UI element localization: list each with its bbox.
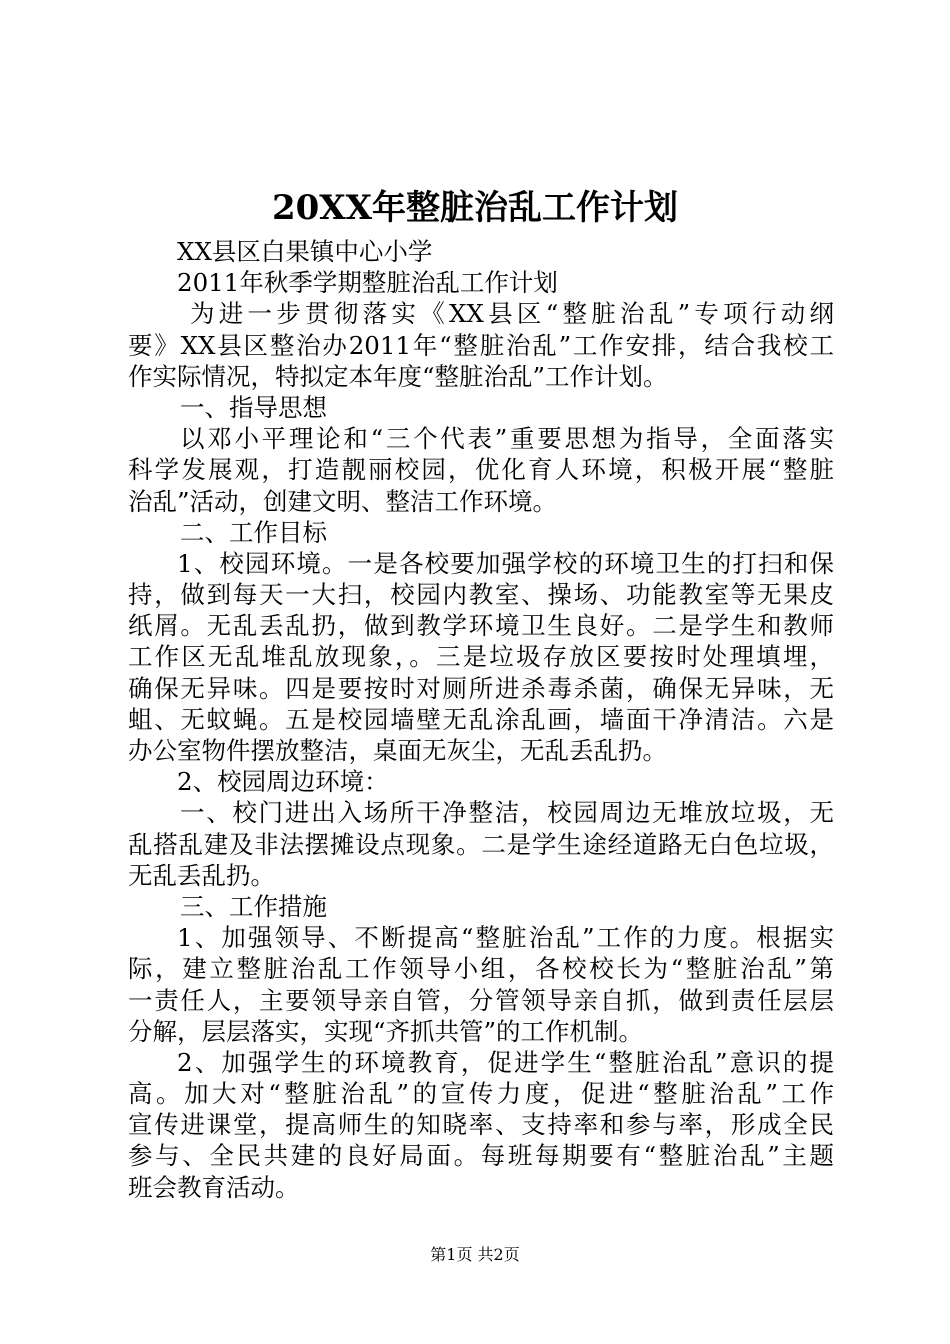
- paragraph-line: 无乱丢乱扔。: [128, 860, 275, 890]
- section-heading: 三、工作措施: [180, 891, 327, 921]
- paragraph-line: 科学发展观，打造靓丽校园，优化育人环境，积极开展“整脏: [128, 455, 834, 485]
- paragraph-line: 蛆、无蚊蝇。五是校园墙壁无乱涂乱画，墙面干净清洁。六是: [128, 704, 834, 734]
- paragraph-line: 作实际情况，特拟定本年度“整脏治乱”工作计划。: [128, 361, 668, 391]
- section-heading: 二、工作目标: [180, 517, 327, 547]
- paragraph-line: 要》XX县区整治办2011年“整脏治乱”工作安排，结合我校工: [128, 330, 834, 360]
- paragraph-line: 高。加大对“整脏治乱”的宣传力度，促进“整脏治乱”工作: [128, 1079, 834, 1109]
- subsection-heading: 2、校园周边环境：: [177, 767, 389, 797]
- section-heading: 一、指导思想: [180, 392, 327, 422]
- paragraph-line: 2、加强学生的环境教育，促进学生“整脏治乱”意识的提: [177, 1047, 834, 1077]
- paragraph-line: 分解，层层落实，实现“齐抓共管”的工作机制。: [128, 1016, 644, 1046]
- paragraph-line: 以邓小平理论和“三个代表”重要思想为指导，全面落实: [180, 424, 834, 454]
- paragraph-line: 为进一步贯彻落实《XX县区“整脏治乱”专项行动纲: [190, 299, 834, 329]
- paragraph-line: 班会教育活动。: [128, 1172, 300, 1202]
- paragraph-line: 确保无异味。四是要按时对厕所进杀毒杀菌，确保无异味，无: [128, 673, 834, 703]
- paragraph-line: 1、加强领导、不断提高“整脏治乱”工作的力度。根据实: [177, 923, 834, 953]
- paragraph-line: 参与、全民共建的良好局面。每班每期要有“整脏治乱”主题: [128, 1141, 834, 1171]
- paragraph-line: 工作区无乱堆乱放现象，。三是垃圾存放区要按时处理填埋，: [128, 642, 834, 672]
- document-title: 20XX年整脏治乱工作计划: [271, 188, 679, 228]
- paragraph-line: 纸屑。无乱丢乱扔，做到教学环境卫生良好。二是学生和教师: [128, 611, 834, 641]
- paragraph-line: 宣传进课堂，提高师生的知晓率、支持率和参与率，形成全民: [128, 1110, 834, 1140]
- paragraph-line: 一责任人，主要领导亲自管，分管领导亲自抓，做到责任层层: [128, 985, 834, 1015]
- plan-subtitle-line: 2011年秋季学期整脏治乱工作计划: [177, 268, 558, 298]
- paragraph-line: 治乱”活动，创建文明、整洁工作环境。: [128, 486, 558, 516]
- paragraph-line: 际，建立整脏治乱工作领导小组，各校校长为“整脏治乱”第: [128, 954, 834, 984]
- paragraph-line: 一、校门进出入场所干净整洁，校园周边无堆放垃圾，无: [180, 798, 834, 828]
- paragraph-line: 1、校园环境。一是各校要加强学校的环境卫生的打扫和保: [177, 548, 834, 578]
- school-name-line: XX县区白果镇中心小学: [177, 237, 433, 266]
- paragraph-line: 乱搭乱建及非法摆摊设点现象。二是学生途经道路无白色垃圾，: [128, 829, 834, 859]
- paragraph-line: 办公室物件摆放整洁，桌面无灰尘，无乱丢乱扔。: [128, 736, 667, 765]
- paragraph-line: 持，做到每天一大扫，校园内教室、操场、功能教室等无果皮: [128, 580, 834, 610]
- document-body: [128, 236, 834, 1203]
- page-number-footer: 第1页 共2页: [430, 1245, 520, 1264]
